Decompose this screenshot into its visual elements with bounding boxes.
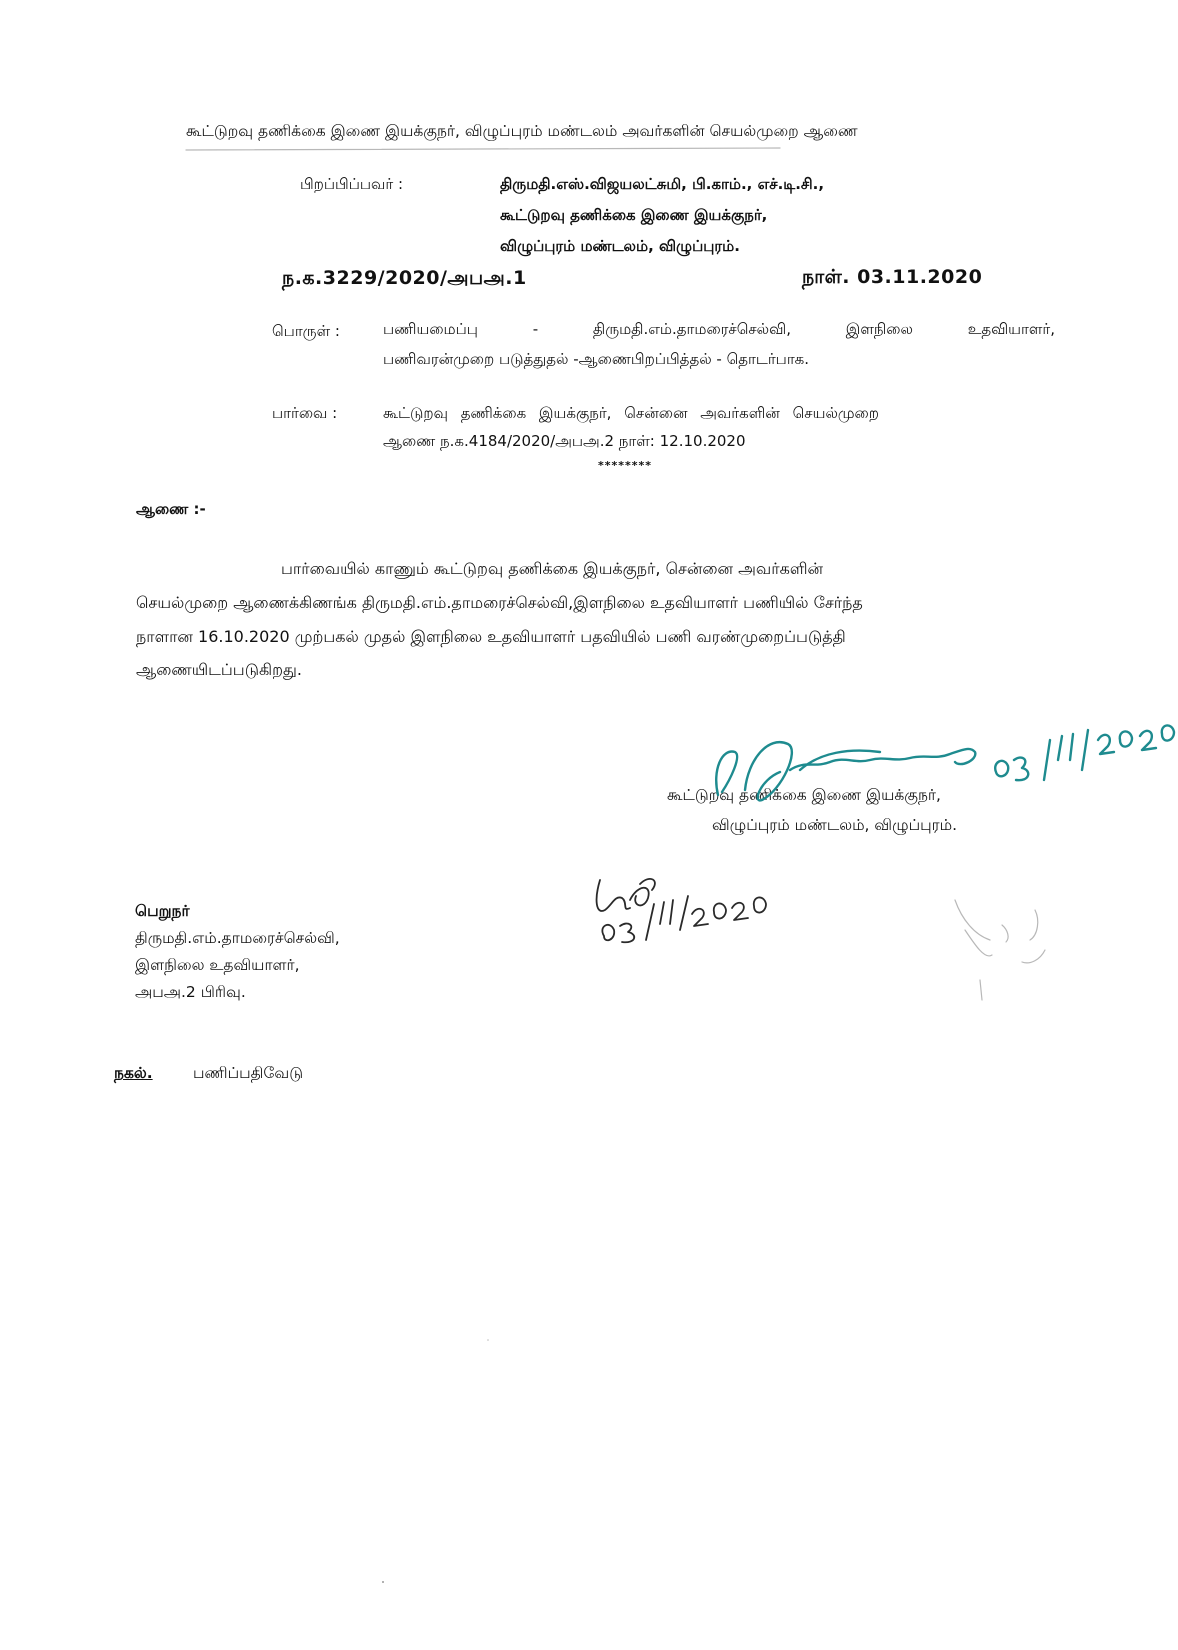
copy-label: நகல். <box>114 1064 153 1082</box>
copy-text: பணிப்பதிவேடு <box>193 1064 304 1082</box>
body-line-2: செயல்முறை ஆணைக்கிணங்க திருமதி.எம்.தாமரைச்செல்வி,இளநிலை உதவியாளர் பணியில் சேர்ந்த <box>136 593 863 612</box>
scan-line <box>186 148 780 150</box>
signature-date <box>995 725 1174 780</box>
signature-mark <box>716 742 975 800</box>
subject-line-1: பணியமைப்பு - திருமதி.எம்.தாமரைச்செல்வி, இளநிலை உதவியாளர், <box>383 320 1055 338</box>
signatory-designation: கூட்டுறவு தணிக்கை இணை இயக்குநர், <box>667 786 941 804</box>
scan-dot <box>382 1581 384 1583</box>
recipient-name: திருமதி.எம்.தாமரைச்செல்வி, <box>135 929 340 947</box>
signatory-office: விழுப்புரம் மண்டலம், விழுப்புரம். <box>712 816 958 834</box>
faint-stamp-residue <box>955 900 1045 1000</box>
reference-line-2: ஆணை ந.க.4184/2020/அபஅ.2 நாள்: 12.10.2020 <box>383 432 746 450</box>
order-label: ஆணை :- <box>136 500 206 518</box>
subject-line-2: பணிவரன்முறை படுத்துதல் -ஆணைபிறப்பித்தல் - தொடர்பாக. <box>383 350 810 368</box>
recipient-label: பெறுநர் <box>135 902 190 920</box>
scan-dot <box>487 1339 489 1341</box>
reference-line-1: கூட்டுறவு தணிக்கை இயக்குநர், சென்னை அவர்களின் செயல்முறை <box>383 404 879 422</box>
reference-label: பார்வை : <box>272 404 338 422</box>
issuer-name: திருமதி.எஸ்.விஜயலட்சுமி, பி.காம்., எச்.டி.சி., <box>500 175 825 193</box>
subject-label: பொருள் : <box>272 322 340 340</box>
issuer-office: விழுப்புரம் மண்டலம், விழுப்புரம். <box>500 237 740 255</box>
issuer-designation: கூட்டுறவு தணிக்கை இணை இயக்குநர், <box>500 206 768 224</box>
body-line-3: நாளான 16.10.2020 முற்பகல் முதல் இளநிலை உதவியாளர் பதவியில் பணி வரண்முறைப்படுத்தி <box>136 627 846 646</box>
document-heading: கூட்டுறவு தணிக்கை இணை இயக்குநர், விழுப்புரம் மண்டலம் அவர்களின் செயல்முறை ஆணை <box>186 122 858 140</box>
initials-date <box>602 896 766 942</box>
document-date: நாள். 03.11.2020 <box>802 266 983 288</box>
issuer-label: பிறப்பிப்பவர் : <box>300 175 404 193</box>
recipient-designation: இளநிலை உதவியாளர், <box>135 956 300 974</box>
separator-stars: ******** <box>598 459 653 472</box>
body-line-4: ஆணையிடப்படுகிறது. <box>136 660 302 679</box>
recipient-section: அபஅ.2 பிரிவு. <box>135 983 246 1001</box>
reference-number: ந.க.3229/2020/அபஅ.1 <box>282 267 527 289</box>
body-line-1: பார்வையில் காணும் கூட்டுறவு தணிக்கை இயக்குநர், சென்னை அவர்களின் <box>281 559 824 578</box>
initials-mark <box>597 879 655 911</box>
